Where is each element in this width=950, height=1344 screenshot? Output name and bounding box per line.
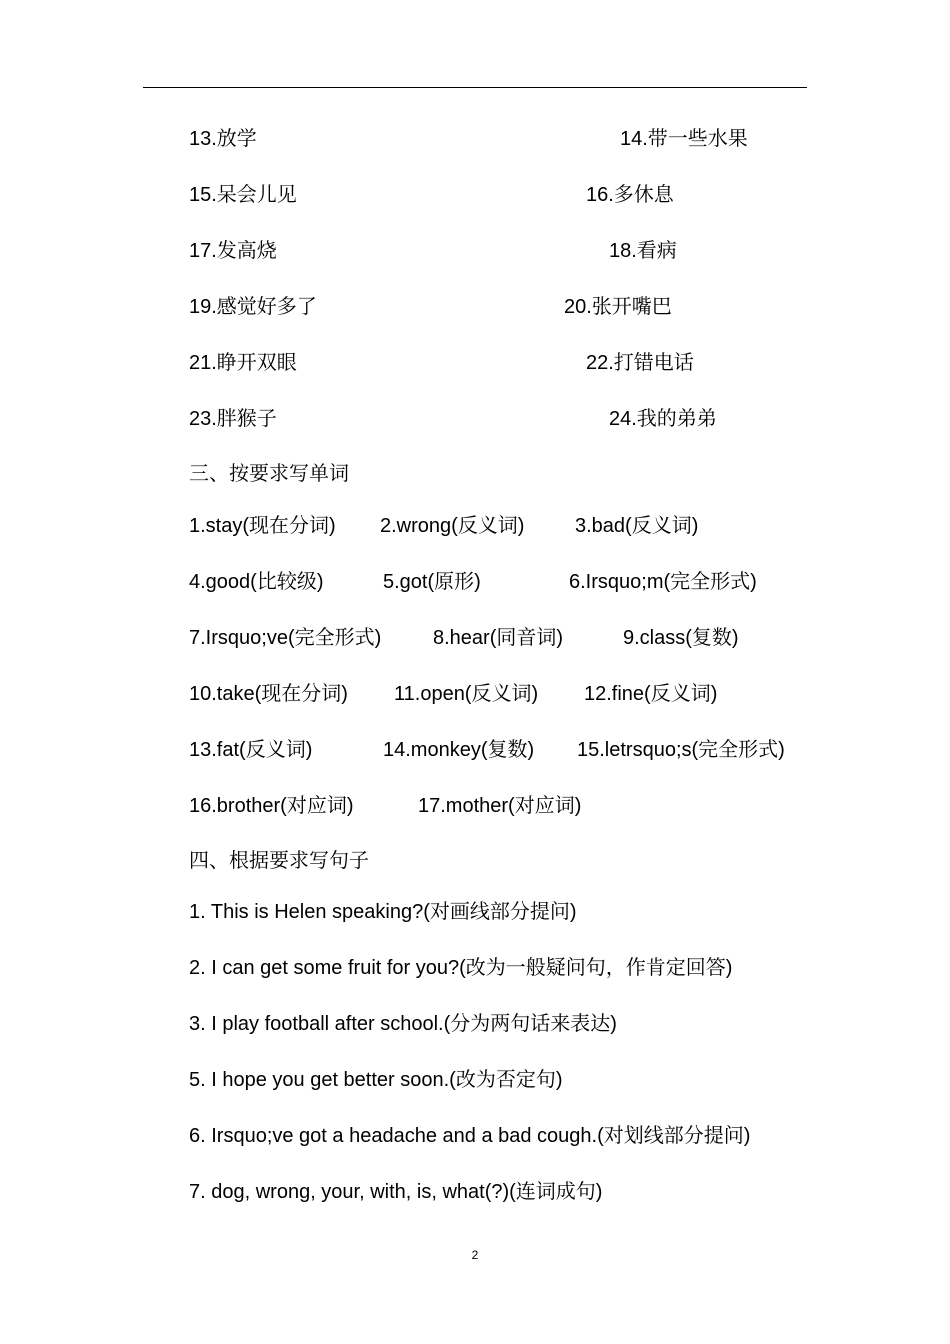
- word-item-14: 14.monkey(复数): [383, 739, 535, 761]
- vocab-item-20: 20.张开嘴巴: [564, 296, 672, 318]
- vocab-item-18: 18.看病: [609, 240, 677, 262]
- vocab-item-17: 17.发高烧: [189, 240, 277, 262]
- vocab-item-21: 21.睁开双眼: [189, 352, 297, 374]
- word-item-2: 2.wrong(反义词): [380, 515, 525, 537]
- word-item-7: 7.Irsquo;ve(完全形式): [189, 627, 382, 649]
- sentence-item: 2. I can get some fruit for you?(改为一般疑问句，作肯定回答): [189, 957, 733, 979]
- word-item-5: 5.got(原形): [383, 571, 481, 593]
- sentence-item: 5. I hope you get better soon.(改为否定句): [189, 1069, 563, 1091]
- section-heading-4: 四、根据要求写句子: [189, 850, 369, 872]
- vocab-item-14: 14.带一些水果: [620, 128, 748, 150]
- vocab-item-22: 22.打错电话: [586, 352, 694, 374]
- sentence-item: 1. This is Helen speaking?(对画线部分提问): [189, 901, 577, 923]
- word-item-16: 16.brother(对应词): [189, 795, 354, 817]
- vocab-item-23: 23.胖猴子: [189, 408, 277, 430]
- word-item-15: 15.letrsquo;s(完全形式): [577, 739, 785, 761]
- vocab-item-16: 16.多休息: [586, 184, 674, 206]
- vocab-item-19: 19.感觉好多了: [189, 296, 317, 318]
- sentence-item: 6. Irsquo;ve got a headache and a bad cough.(对划线部分提问): [189, 1125, 751, 1147]
- word-item-3: 3.bad(反义词): [575, 515, 699, 537]
- word-item-12: 12.fine(反义词): [584, 683, 718, 705]
- word-item-9: 9.class(复数): [623, 627, 739, 649]
- vocab-item-13: 13.放学: [189, 128, 257, 150]
- word-item-17: 17.mother(对应词): [418, 795, 582, 817]
- word-item-1: 1.stay(现在分词): [189, 515, 336, 537]
- sentence-item: 3. I play football after school.(分为两句话来表达): [189, 1013, 617, 1035]
- section-heading-3: 三、按要求写单词: [189, 463, 349, 485]
- word-item-10: 10.take(现在分词): [189, 683, 348, 705]
- vocab-item-24: 24.我的弟弟: [609, 408, 717, 430]
- sentence-item: 7. dog, wrong, your, with, is, what(?)(连词成句): [189, 1181, 603, 1203]
- page-number: 2: [471, 1248, 479, 1262]
- vocab-item-15: 15.呆会儿见: [189, 184, 297, 206]
- word-item-6: 6.Irsquo;m(完全形式): [569, 571, 757, 593]
- word-item-13: 13.fat(反义词): [189, 739, 313, 761]
- word-item-11: 11.open(反义词): [394, 683, 539, 705]
- word-item-8: 8.hear(同音词): [433, 627, 564, 649]
- word-item-4: 4.good(比较级): [189, 571, 324, 593]
- header-rule: [143, 87, 807, 88]
